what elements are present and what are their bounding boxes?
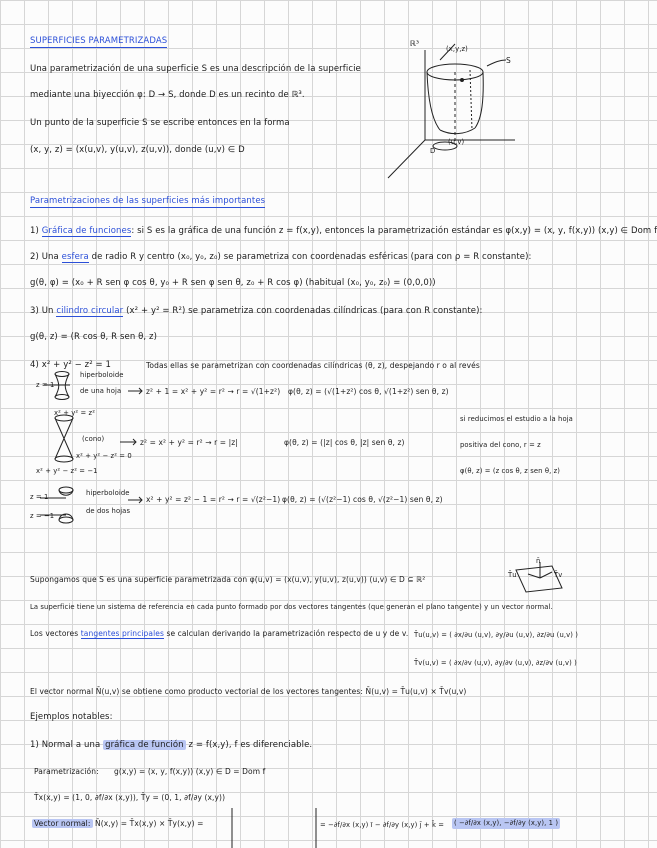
item-3 xyxy=(30,306,483,317)
point-line-1: Un punto de la superficie S se escribe entonces en la forma xyxy=(30,118,290,128)
hyp1-equation: z² + 1 = x² + y² = r² → r = √(1+z²) xyxy=(146,387,281,396)
cone-eq-2: x² + y² − z² = 0 xyxy=(76,452,132,460)
item-2 xyxy=(30,252,532,263)
tangents-a: Los vectores xyxy=(30,629,79,638)
item-3-b: (x² + y² = R²) se parametriza con coordenadas cilíndricas (para con R constante): xyxy=(126,306,483,316)
item-1 xyxy=(30,226,657,237)
cone-label: (cono) xyxy=(82,435,105,443)
tangent-xy: T̄x(x,y) = (1, 0, ∂f/∂x (x,y)), T̄y = (0, 1, ∂f/∂y (x,y)) xyxy=(34,793,226,802)
item-3-link: cilindro circular xyxy=(56,306,124,316)
hyp2-param: φ(θ, z) = (√(z²−1) cos θ, √(z²−1) sen θ, z) xyxy=(282,495,443,504)
fig-r3-label: ℝ³ xyxy=(410,39,420,48)
example-1-b: z = f(x,y), f es diferenciable. xyxy=(188,740,313,750)
cone-equation: z² = x² + y² = r² → r = |z| xyxy=(140,438,238,447)
normal-vector-label: Vector normal: xyxy=(34,819,91,828)
fig2-n: n̄ xyxy=(536,557,541,565)
determinant-result: = −∂f/∂x (x,y) ī − ∂f/∂y (x,y) j̄ + k̄ = xyxy=(320,821,445,829)
tu-formula: T̄u(u,v) = ( ∂x/∂u (u,v), ∂y/∂u (u,v), ∂z/∂u (u,v) ) xyxy=(414,631,578,639)
hyp2-label-1: hiperboloide xyxy=(86,489,130,497)
normal-result: ( −∂f/∂x (x,y), −∂f/∂y (x,y), 1 ) xyxy=(454,819,559,827)
hyp2-equation: x² + y² = z² − 1 = r² → r = √(z²−1) xyxy=(146,495,281,504)
param-eq: g(x,y) = (x, y, f(x,y)) (x,y) ∈ D = Dom f xyxy=(114,767,266,776)
fig-d-label: D xyxy=(430,147,436,155)
tangents-link: tangentes principales xyxy=(80,629,164,638)
tangents-b: se calculan derivando la parametrización respecto de u y de v. xyxy=(166,629,409,638)
hyp2-z2: z = −1 xyxy=(30,512,55,520)
determinant-bars xyxy=(232,808,316,848)
cone-sketch xyxy=(55,415,73,462)
arrows xyxy=(120,388,142,503)
fig-xyz-label: (x,y,z) xyxy=(446,45,468,53)
normal-vector-row xyxy=(32,818,204,829)
item-2-b: de radio R y centro (x₀, y₀, z₀) se parametriza con coordenadas esféricas (para con ρ = R constante): xyxy=(91,252,532,262)
tangents-line xyxy=(30,628,408,639)
normal-vector-def: El vector normal N̄(u,v) se obtiene como producto vectorial de los vectores tangentes: N̄(u,v) = T̄u(u,v) × T̄v(u,v) xyxy=(30,687,467,696)
fig2-tv: T̄v xyxy=(554,571,563,579)
reference-system: La superficie tiene un sistema de referencia en cada punto formado por dos vectores tangentes (que generan el plano tangente) y un vector normal. xyxy=(30,603,553,611)
item-4-note: Todas ellas se parametrizan con coordenadas cilíndricas (θ, z), despejando r o al revés xyxy=(146,361,480,370)
hyp1-z-label: z = 1 xyxy=(36,381,55,389)
hyp2-z1: z = 1 xyxy=(30,493,49,501)
hyp1-label-1: hiperboloide xyxy=(80,371,124,379)
section-title-important-parametrizations: Parametrizaciones de las superficies más importantes xyxy=(30,196,266,206)
intro-line-1: Una parametrización de una superficie S es una descripción de la superficie xyxy=(30,64,361,74)
fig-uv-label: (u,v) xyxy=(448,138,465,146)
cone-note-1: si reducimos el estudio a la hoja xyxy=(460,415,573,423)
example-1-a: 1) Normal a una xyxy=(30,740,101,750)
cone-param: φ(θ, z) = (|z| cos θ, |z| sen θ, z) xyxy=(284,438,405,447)
surface-def: Supongamos que S es una superficie parametrizada con φ(u,v) = (x(u,v), y(u,v), z(u,v)) (u,v) ∈ D ⊆ ℝ² xyxy=(30,575,426,584)
hyp1-param: φ(θ, z) = (√(1+z²) cos θ, √(1+z²) sen θ, z) xyxy=(288,387,449,396)
item-1-link: Gráfica de funciones xyxy=(41,226,132,236)
example-1-link: gráfica de función xyxy=(105,740,184,750)
cone-note-3: φ(θ, z) = (z cos θ, z sen θ, z) xyxy=(460,467,561,475)
example-1 xyxy=(30,740,312,751)
section-title-parametrized-surfaces: SUPERFICIES PARAMETRIZADAS xyxy=(30,36,168,46)
cylinder-equation: g(θ, z) = (R cos θ, R sen θ, z) xyxy=(30,332,157,342)
surface-parametrization-figure xyxy=(388,44,515,178)
cone-note-2: positiva del cono, r = z xyxy=(460,441,541,449)
cone-eq-1: x² + y² = z² xyxy=(54,409,96,417)
tv-formula: T̄v(u,v) = ( ∂x/∂v (u,v), ∂y/∂v (u,v), ∂z/∂v (u,v) ) xyxy=(414,659,577,667)
item-4-head: 4) x² + y² − z² = 1 xyxy=(30,360,112,370)
hyp2-head: x² + y² − z² = −1 xyxy=(36,467,98,475)
hyp1-label-2: de una hoja xyxy=(80,387,122,395)
normal-vector-eq: N̄(x,y) = T̄x(x,y) × T̄y(x,y) = xyxy=(94,819,204,828)
item-2-link: esfera xyxy=(61,252,89,262)
point-line-2: (x, y, z) = (x(u,v), y(u,v), z(u,v)), donde (u,v) ∈ D xyxy=(30,145,245,155)
item-1-text: : si S es la gráfica de una función z = f(x,y), entonces la parametrización estándar es φ(x,y) = (x, y, f(x,y)) (x,y) ∈ Dom f xyxy=(131,226,657,236)
param-label: Parametrización: xyxy=(34,767,99,776)
sphere-equation: g(θ, φ) = (x₀ + R sen φ cos θ, y₀ + R sen φ sen θ, z₀ + R cos φ) (habitual (x₀, y₀, z₀) = (0,0,0)) xyxy=(30,278,436,288)
item-2-a: 2) Una xyxy=(30,252,59,262)
fig2-tu: T̄u xyxy=(508,571,517,579)
hyp2-label-2: de dos hojas xyxy=(86,507,131,515)
examples-title: Ejemplos notables: xyxy=(30,712,113,722)
fig-s-label: S xyxy=(506,56,511,65)
item-1-number: 1) xyxy=(30,226,39,236)
item-3-a: 3) Un xyxy=(30,306,54,316)
intro-line-2: mediante una biyección φ: D → S, donde D es un recinto de ℝ³. xyxy=(30,90,305,100)
